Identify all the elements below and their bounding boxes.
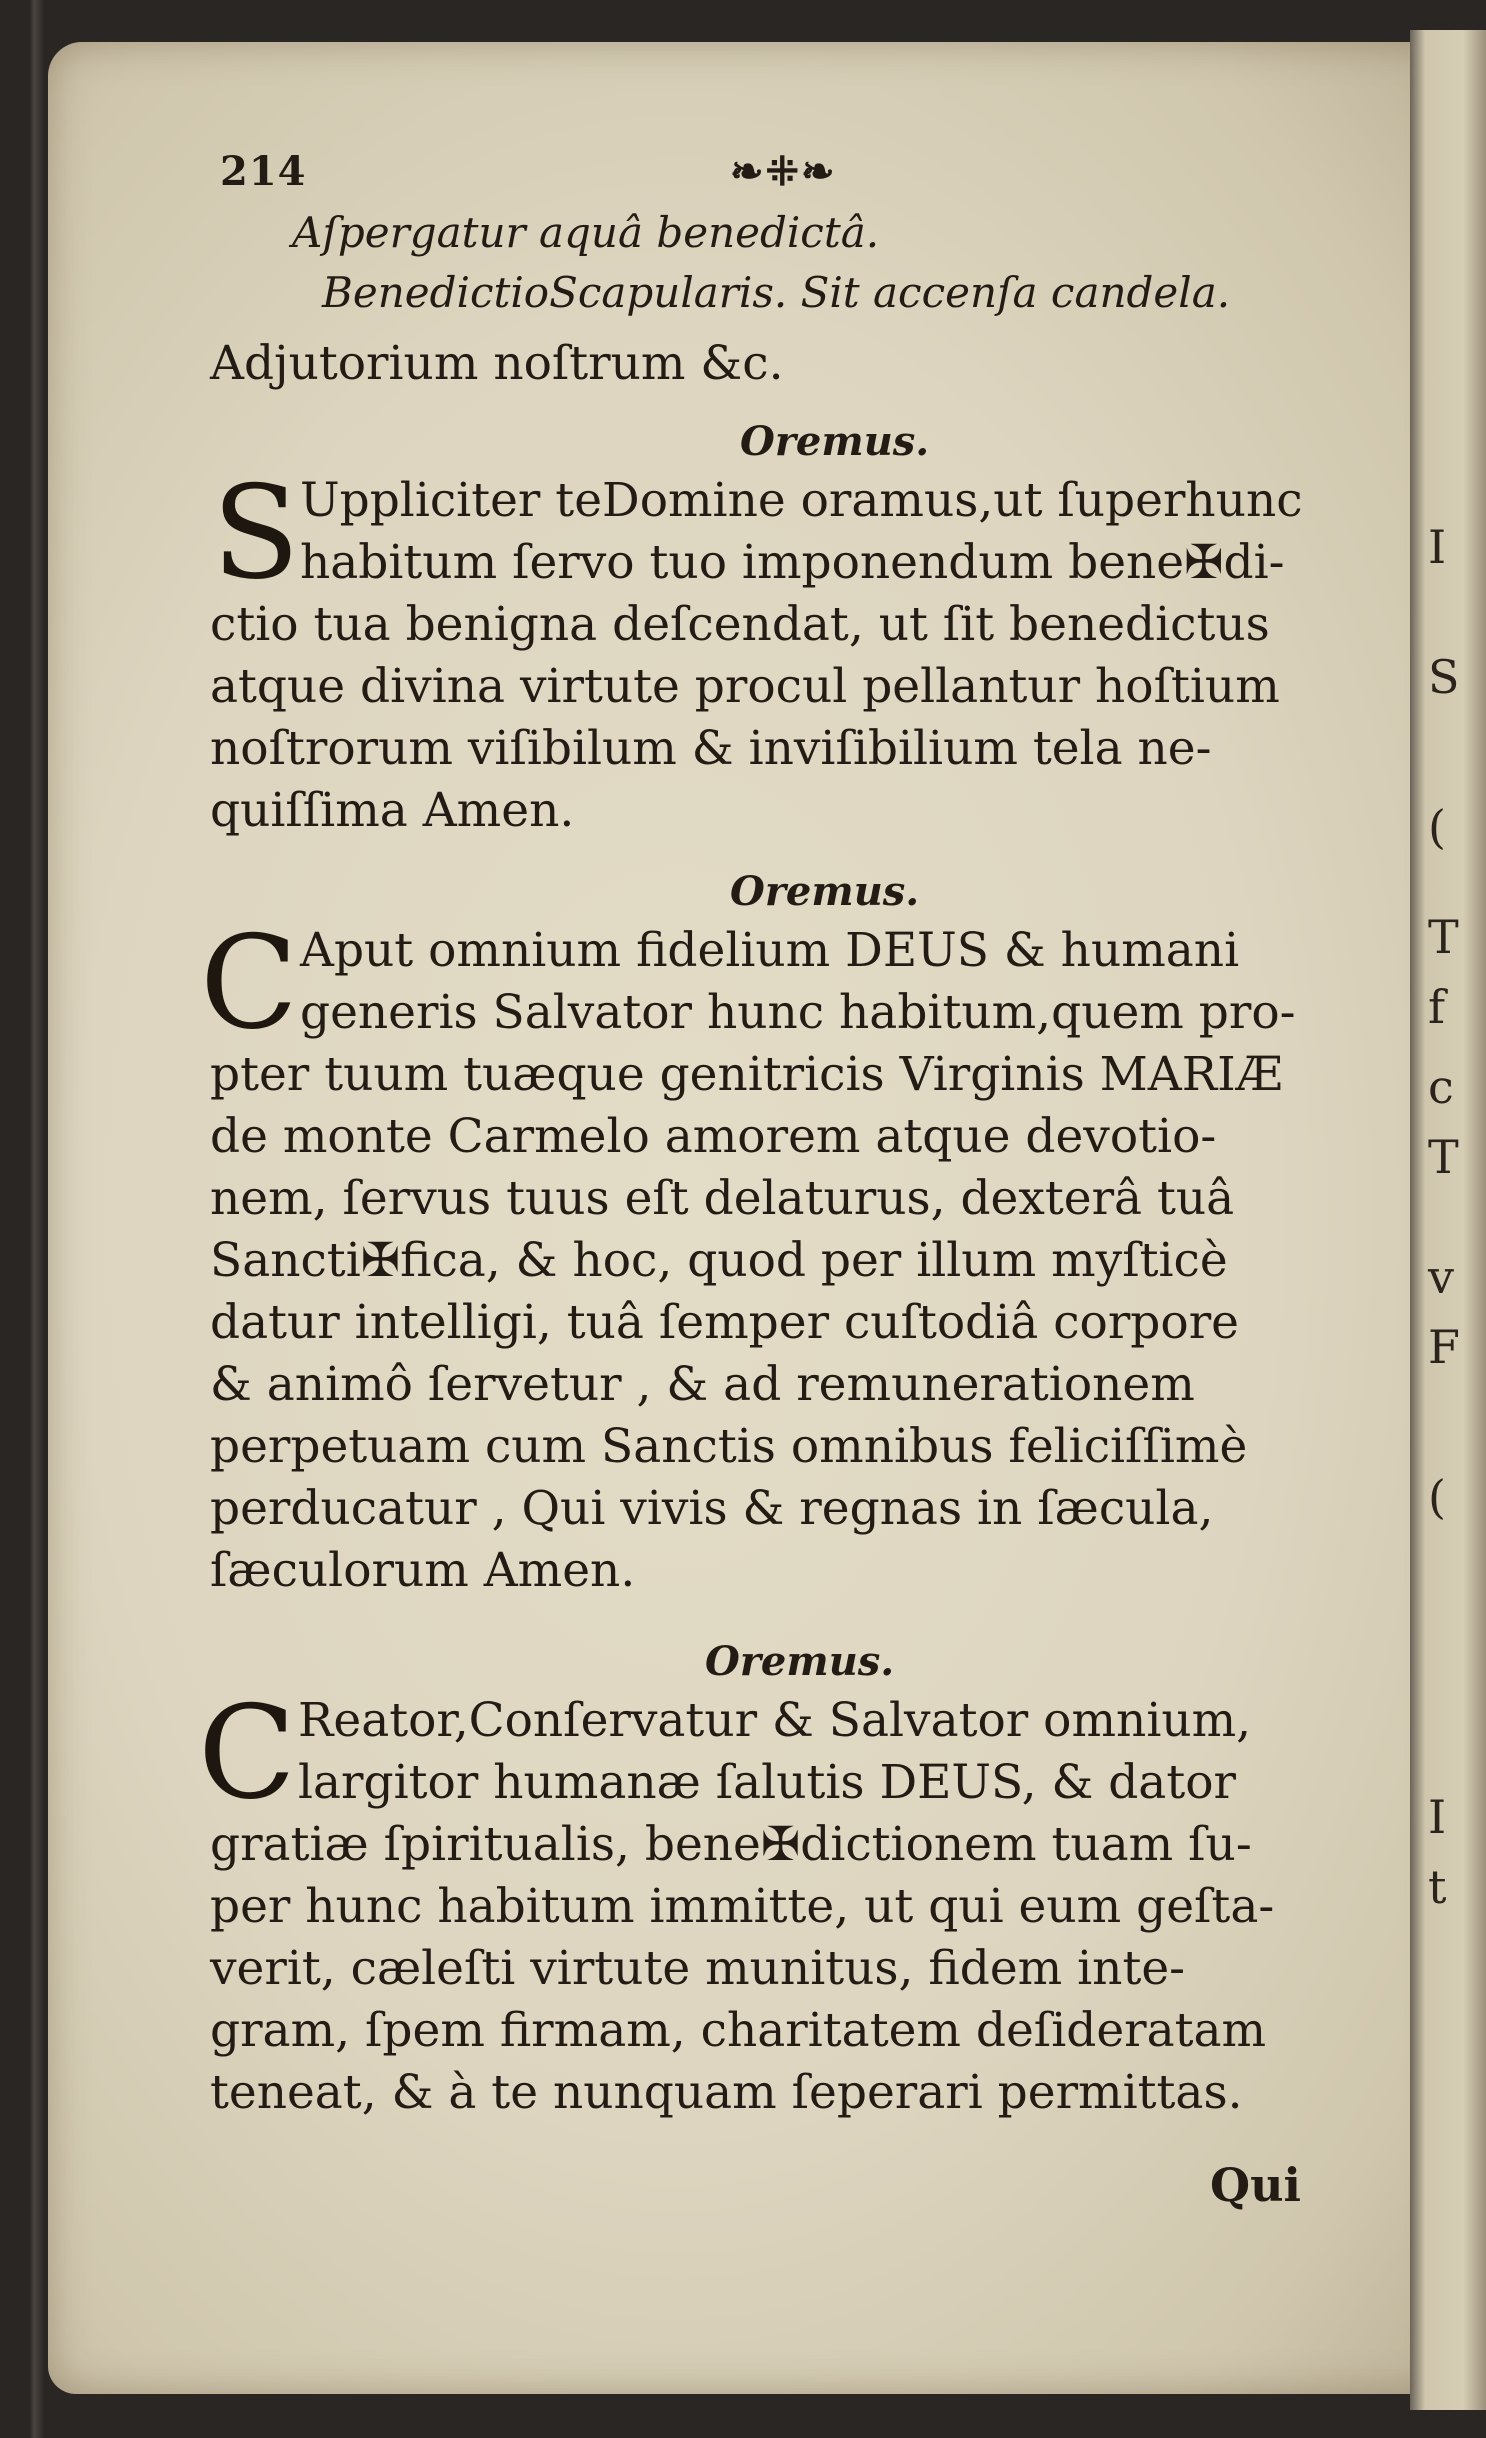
- facing-letter: (: [1428, 1470, 1446, 1524]
- text-line: ctio tua benigna deſcendat, ut ſit benedictus: [210, 597, 1270, 652]
- catchword: Qui: [1210, 2158, 1301, 2212]
- facing-letter: (: [1428, 800, 1446, 854]
- text-line: de monte Carmelo amorem atque devotio-: [210, 1109, 1217, 1164]
- text-line: perducatur , Qui vivis & regnas in ſæcula,: [210, 1481, 1214, 1536]
- text-line: Aput omnium fidelium DEUS & humani: [300, 923, 1240, 978]
- text-line: per hunc habitum immitte, ut qui eum geſta-: [210, 1879, 1275, 1934]
- facing-letter: v: [1428, 1250, 1454, 1304]
- prayer-heading: Oremus.: [740, 418, 930, 465]
- text-line: largitor humanæ ſalutis DEUS, & dator: [298, 1755, 1236, 1810]
- prayer-heading: Oremus.: [705, 1638, 895, 1685]
- drop-capital: C: [200, 909, 298, 1058]
- facing-letter: f: [1428, 980, 1446, 1034]
- facing-letter: T: [1428, 910, 1459, 964]
- text-line: verit, cæleſti virtute munitus, fidem inte-: [210, 1941, 1186, 1996]
- header-ornament: ❧⁜❧: [730, 148, 837, 195]
- rubric-line: BenedictioScapularis. Sit accenſa candela.: [322, 268, 1231, 317]
- rubric-line: Aſpergatur aquâ benedictâ.: [292, 208, 880, 257]
- text-line: generis Salvator hunc habitum,quem pro-: [300, 985, 1296, 1040]
- text-line: pter tuum tuæque genitricis Virginis MARIÆ: [210, 1047, 1283, 1102]
- running-header: [220, 148, 1400, 212]
- text-line: teneat, & à te nunquam ſeperari permittas.: [210, 2065, 1243, 2120]
- drop-capital: C: [198, 1679, 296, 1828]
- text-line: Reator,Conſervatur & Salvator omnium,: [298, 1693, 1252, 1748]
- facing-letter: S: [1428, 650, 1460, 704]
- text-line: quiſſima Amen.: [210, 783, 575, 838]
- text-line: noſtrorum viſibilum & inviſibilium tela ne-: [210, 721, 1212, 776]
- facing-letter: I: [1428, 520, 1447, 574]
- intro-line: Adjutorium noſtrum &c.: [210, 336, 784, 391]
- text-line: Uppliciter teDomine oramus,ut ſuperhunc: [300, 473, 1303, 528]
- text-line: perpetuam cum Sanctis omnibus feliciſſimè: [210, 1419, 1248, 1474]
- facing-letter: t: [1428, 1860, 1447, 1914]
- prayer-heading: Oremus.: [730, 868, 920, 915]
- text-line: ſæculorum Amen.: [210, 1543, 636, 1598]
- text-line: habitum ſervo tuo imponendum bene✠di-: [300, 535, 1285, 590]
- text-line: gram, ſpem firmam, charitatem deſideratam: [210, 2003, 1267, 2058]
- text-line: datur intelligi, tuâ ſemper cuſtodiâ corpore: [210, 1295, 1239, 1350]
- page-number: 214: [220, 148, 307, 195]
- text-line: & animô ſervetur , & ad remunerationem: [210, 1357, 1195, 1412]
- facing-letter: F: [1428, 1320, 1460, 1374]
- facing-letter: T: [1428, 1130, 1459, 1184]
- text-line: gratiæ ſpiritualis, bene✠dictionem tuam ſu-: [210, 1817, 1252, 1872]
- text-line: atque divina virtute procul pellantur hoſtium: [210, 659, 1280, 714]
- facing-letter: I: [1428, 1790, 1447, 1844]
- text-line: Sancti✠fica, & hoc, quod per illum myſticè: [210, 1233, 1228, 1288]
- facing-letter: c: [1428, 1060, 1454, 1114]
- facing-page-edge: [1410, 30, 1486, 2410]
- text-line: nem, ſervus tuus eſt delaturus, dexterâ tuâ: [210, 1171, 1235, 1226]
- drop-capital: S: [212, 459, 300, 608]
